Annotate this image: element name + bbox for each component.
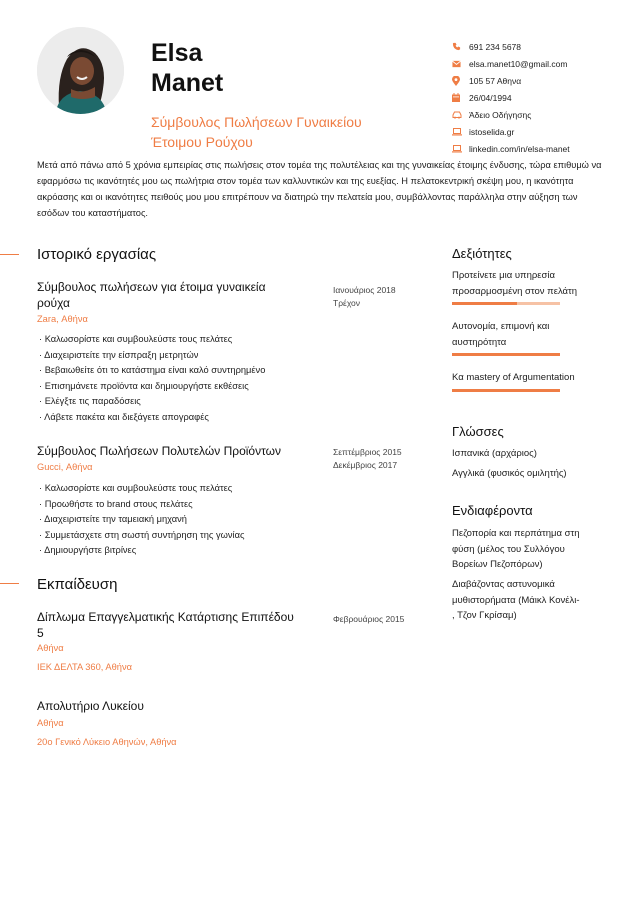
languages-heading: Γλώσσες xyxy=(452,424,504,439)
list-item: · Καλωσορίστε και συμβουλεύστε τους πελάτες xyxy=(39,332,265,348)
languages-list xyxy=(452,446,622,481)
list-item: · Επισημάνετε προϊόντα και δημιουργήστε εκθέσεις xyxy=(39,379,265,395)
education-2-title: Απολυτήριο Λυκείου xyxy=(37,699,144,713)
person-portrait-icon xyxy=(37,27,124,114)
calendar-icon xyxy=(452,93,469,102)
contact-birthdate xyxy=(452,89,632,106)
contact-email xyxy=(452,55,632,72)
job-2-dates: Σεπτέμβριος 2015 Δεκέμβριος 2017 xyxy=(333,447,402,470)
education-heading: Εκπαίδευση xyxy=(37,576,118,593)
contact-list xyxy=(452,38,632,157)
laptop-icon xyxy=(452,128,469,136)
skill-3-level-fill xyxy=(452,389,560,392)
contact-linkedin xyxy=(452,140,632,157)
job-2-title: Σύμβουλος Πωλήσεων Πολυτελών Προϊόντων xyxy=(37,444,282,458)
skill-1-level-fill xyxy=(452,302,517,305)
list-item: · Συμμετάσχετε στη σωστή συντήρηση της γωνίας xyxy=(39,528,244,544)
car-icon xyxy=(452,111,469,119)
education-1-title: Δίπλωμα Επαγγελματικής Κατάρτισης Επιπέδου 5 xyxy=(37,610,294,640)
education-2-school: 20ο Γενικό Λύκειο Αθηνών, Αθήνα xyxy=(37,737,177,747)
list-item: · Δημιουργήστε βιτρίνες xyxy=(39,543,244,559)
contact-website xyxy=(452,123,632,140)
skills-heading: Δεξιότητες xyxy=(452,246,512,261)
skill-1: Προτείνετε μια υπηρεσία προσαρμοσμένη στον πελάτη xyxy=(452,270,578,297)
list-item: · Βεβαιωθείτε ότι το κατάστημα είναι καλό συντηρημένο xyxy=(39,363,265,379)
profile-photo xyxy=(37,27,124,114)
list-item: Αγγλικά (φυσικός ομιλητής) xyxy=(452,467,567,479)
section-rule xyxy=(0,254,19,255)
interest-1: Πεζοπορία και περπάτημα στη φύση (μέλος του Συλλόγου Βορείων Πεζοπόρων) xyxy=(452,528,580,570)
education-1-city: Αθήνα xyxy=(37,643,64,653)
contact-license xyxy=(452,106,632,123)
skill-3-level-track xyxy=(452,389,560,392)
job-title-line-2: Έτοιμου Ρούχου xyxy=(151,134,253,150)
website-link[interactable]: istoselida.gr xyxy=(469,126,515,137)
list-item: · Διαχειριστείτε την είσπραξη μετρητών xyxy=(39,348,265,364)
address-text: 105 57 Αθηνα xyxy=(469,75,522,86)
job-1-dates: Ιανουάριος 2018 Τρέχον xyxy=(333,285,396,308)
work-history-heading: Ιστορικό εργασίας xyxy=(37,246,157,263)
skill-1-level-track xyxy=(452,302,560,305)
profile-summary: Μετά από πάνω από 5 χρόνια εμπειρίας στις πωλήσεις στον τομέα της πολυτέλειας και της γυναικείας έτοιμης ένδυσης, τώρα επιθυμώ να εφαρμόσω τις ικανότητές μου ως πωλήτρια στον τομέα των καλλυντικών και της ευεξίας. Η πελατοκεντρική σκέψη μου, η ικανότητα ακρόασης και οι ικανότητες πειθούς μου μου επιτρέπουν να διατηρώ την πελατεία μου, συμβάλλοντας παράλληλα στην αύξηση των εσόδων του καταστήματος. xyxy=(37,160,602,218)
contact-address xyxy=(452,72,632,89)
linkedin-link[interactable]: linkedin.com/in/elsa-manet xyxy=(469,143,570,154)
job-1-company: Zara, Αθήνα xyxy=(37,314,88,324)
skill-2: Αυτονομία, επιμονή και αυστηρότητα xyxy=(452,321,550,348)
job-2-company: Gucci, Αθήνα xyxy=(37,462,93,472)
phone-icon xyxy=(452,42,469,51)
section-rule xyxy=(0,583,19,584)
education-1-date: Φεβρουάριος 2015 xyxy=(333,614,405,624)
location-pin-icon xyxy=(452,76,469,86)
list-item: · Διαχειριστείτε την ταμειακή μηχανή xyxy=(39,512,244,528)
interest-2: Διαβάζοντας αστυνομικά μυθιστορήματα (Μάικλ Κονέλι- , Τζον Γκρίσαμ) xyxy=(452,579,580,621)
job-1-title: Σύμβουλος πωλήσεων για έτοιμα γυναικεία ρούχα xyxy=(37,280,266,310)
last-name: Manet xyxy=(151,69,224,97)
skill-2-level-fill xyxy=(452,353,560,356)
job-title-line-1: Σύμβουλος Πωλήσεων Γυναικείου xyxy=(151,114,362,130)
mail-icon xyxy=(452,60,469,68)
laptop-icon xyxy=(452,145,469,153)
job-1-duties xyxy=(39,332,265,425)
interests-heading: Ενδιαφέροντα xyxy=(452,503,533,518)
list-item: · Καλωσορίστε και συμβουλεύστε τους πελάτες xyxy=(39,481,244,497)
list-item: · Λάβετε πακέτα και διεξάγετε απογραφές xyxy=(39,410,265,426)
list-item: · Ελέγξτε τις παραδόσεις xyxy=(39,394,265,410)
first-name: Elsa xyxy=(151,39,203,67)
list-item: · Προωθήστε το brand στους πελάτες xyxy=(39,497,244,513)
birthdate-text: 26/04/1994 xyxy=(469,92,512,103)
skill-2-level-track xyxy=(452,353,560,356)
license-text: Άδειο Οδήγησης xyxy=(469,109,532,120)
education-1-school: ΙΕΚ ΔΕΛΤΑ 360, Αθήνα xyxy=(37,662,132,672)
skill-3: Κα mastery of Argumentation xyxy=(452,372,575,383)
contact-phone xyxy=(452,38,632,55)
email-text: elsa.manet10@gmail.com xyxy=(469,58,568,69)
phone-text: 691 234 5678 xyxy=(469,41,521,52)
list-item: Ισπανικά (αρχάριος) xyxy=(452,448,537,459)
job-2-duties xyxy=(39,481,244,559)
education-2-city: Αθήνα xyxy=(37,718,64,728)
